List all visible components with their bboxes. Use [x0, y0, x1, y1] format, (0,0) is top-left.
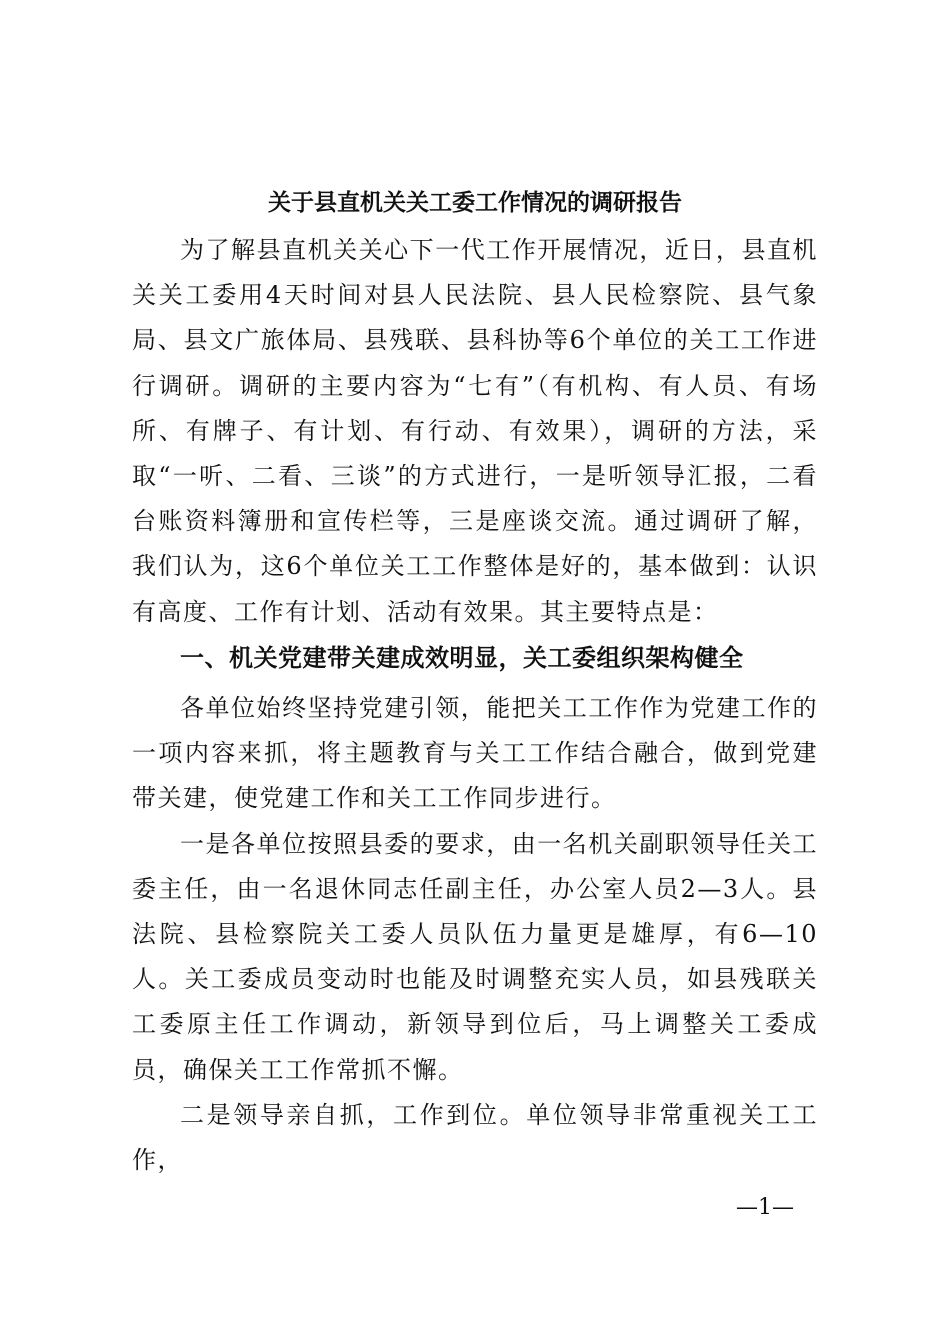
body-paragraph: 二是领导亲自抓，工作到位。单位领导非常重视关工工作， [132, 1100, 818, 1175]
intro-paragraph: 为了解县直机关关心下一代工作开展情况，近日，县直机关关工委用4天时间对县人民法院、县人民检察院、县气象局、县文广旅体局、县残联、县科协等6个单位的关工工作进行调研。调研的主要内容为“七有”（有机构、有人员、有场所、有牌子、有计划、有行动、有效果），调研的方法，采取“一听、二看、三谈”的方式进行，一是听领导汇报，二看台账资料簿册和宣传栏等，三是座谈交流。通过调研了解，我们认为，这6个单位关工工作整体是好的，基本做到：认识有高度、工作有计划、活动有效果。其主要特点是： [132, 236, 818, 626]
body-paragraph: 各单位始终坚持党建引领，能把关工工作作为党建工作的一项内容来抓，将主题教育与关工工作结合融合，做到党建带关建，使党建工作和关工工作同步进行。 [132, 694, 818, 813]
section-heading: 一、机关党建带关建成效明显，关工委组织架构健全 [180, 642, 744, 672]
body-paragraph: 一是各单位按照县委的要求，由一名机关副职领导任关工委主任，由一名退休同志任副主任，办公室人员2—3人。县法院、县检察院关工委人员队伍力量更是雄厚，有6—10人。关工委成员变动时也能及时调整充实人员，如县残联关工委原主任工作调动，新领导到位后，马上调整关工委成员，确保关工工作常抓不懈。 [132, 829, 818, 1084]
document-title: 关于县直机关关工委工作情况的调研报告 [268, 189, 682, 216]
document-body [132, 228, 818, 1183]
page-number: —1— [736, 1195, 794, 1220]
